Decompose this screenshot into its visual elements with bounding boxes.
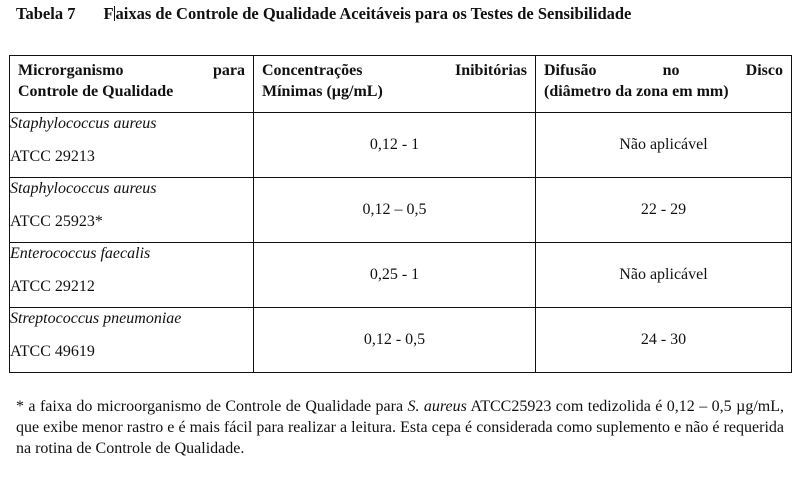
organism-cell	[10, 113, 254, 178]
table-footnote	[16, 396, 784, 459]
mic-range: 0,12 - 1	[254, 113, 536, 178]
table-row	[10, 243, 792, 308]
header-organism: Microrganismo para Controle de Qualidade	[10, 56, 254, 113]
footnote-species: S. aureus	[407, 398, 467, 415]
text-cursor	[114, 6, 115, 21]
organism-name: Staphylococcus aureus	[10, 115, 157, 132]
organism-name: Enterococcus faecalis	[10, 245, 151, 262]
table-title: aixas de Controle de Qualidade Aceitáveis para os Testes de Sensibilidade	[115, 4, 632, 23]
footnote-prefix: * a faixa do microorganismo de Controle de Qualidade para	[16, 398, 408, 415]
organism-strain: ATCC 29212	[10, 278, 95, 295]
table-row	[10, 308, 792, 373]
table-header-row	[10, 56, 792, 113]
organism-cell	[10, 243, 254, 308]
organism-name: Streptococcus pneumoniae	[10, 310, 182, 327]
qc-ranges-table	[9, 55, 792, 373]
caption-initial: F	[103, 4, 114, 23]
disk-range: 22 - 29	[536, 178, 792, 243]
disk-range: Não aplicável	[536, 113, 792, 178]
organism-cell	[10, 308, 254, 373]
header-mic: Concentrações Inibitórias Mínimas (µg/mL)	[254, 56, 536, 113]
table-row	[10, 178, 792, 243]
header-disk: Difusão no Disco (diâmetro da zona em mm)	[536, 56, 792, 113]
mic-range: 0,12 – 0,5	[254, 178, 536, 243]
organism-strain: ATCC 29213	[10, 148, 95, 165]
organism-strain: ATCC 49619	[10, 343, 95, 360]
disk-range: Não aplicável	[536, 243, 792, 308]
mic-range: 0,25 - 1	[254, 243, 536, 308]
footnote-suffix: ATCC25923 com tedizolida é 0,12 – 0,5 µg/mL, que exibe menor rastro e é mais fácil para realizar a leitura. Esta cepa é considerada como suplemento e não é requerida na rotina de Controle de Qualidade.	[16, 398, 784, 457]
table-number: Tabela 7	[16, 4, 76, 23]
disk-range: 24 - 30	[536, 308, 792, 373]
table-caption	[16, 5, 784, 23]
organism-strain: ATCC 25923*	[10, 213, 103, 230]
mic-range: 0,12 - 0,5	[254, 308, 536, 373]
organism-cell	[10, 178, 254, 243]
organism-name: Staphylococcus aureus	[10, 180, 157, 197]
table-row	[10, 113, 792, 178]
